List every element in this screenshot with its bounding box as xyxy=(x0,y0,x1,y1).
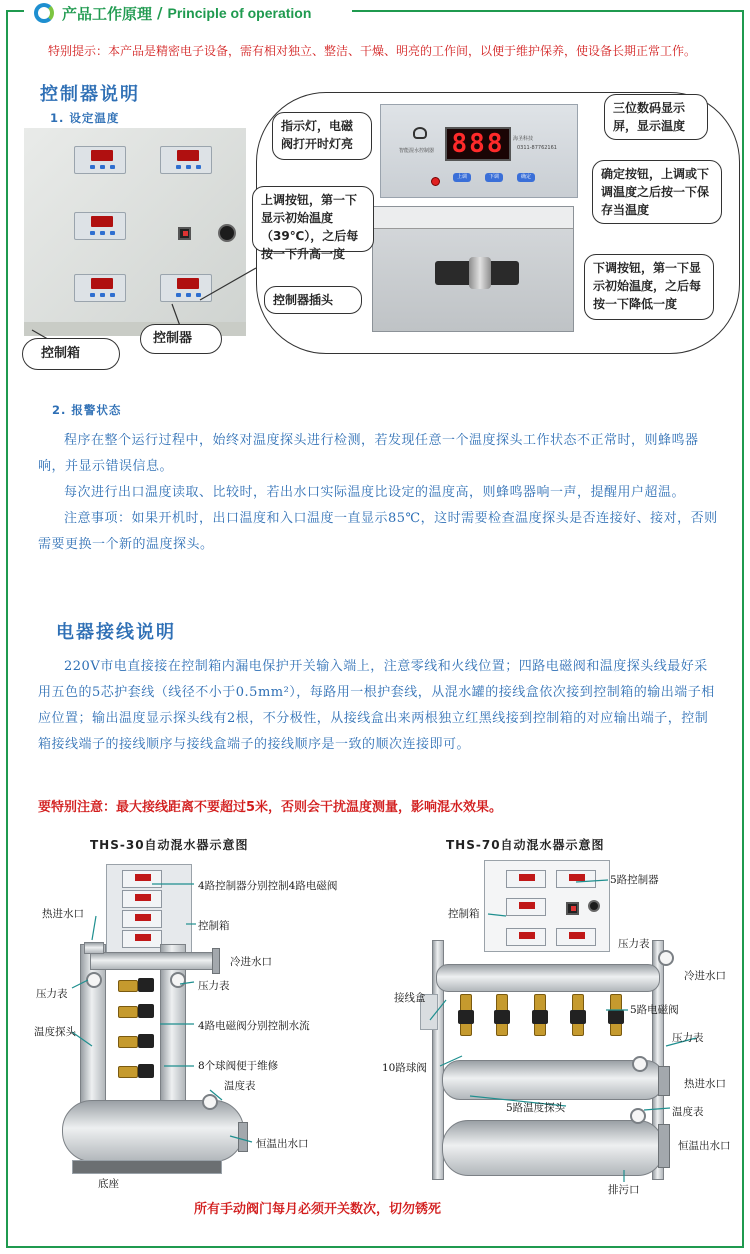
right-label-drain: 排污口 xyxy=(608,1184,640,1196)
left-label-solenoid: 4路电磁阀分别控制水流 xyxy=(198,1020,310,1032)
frame-top-left xyxy=(6,10,24,12)
pressure-gauge-icon xyxy=(658,950,674,966)
left-diagram-caption: THS-30自动混水器示意图 xyxy=(90,838,249,852)
knob-icon xyxy=(218,224,236,242)
right-label-pressure: 压力表 xyxy=(672,1032,704,1044)
device-phone: 0311-87762161 xyxy=(517,145,557,151)
down-button[interactable]: 下调 xyxy=(485,173,503,182)
callout-controller: 控制器 xyxy=(140,324,222,354)
controller-back-box xyxy=(372,206,574,332)
base-stand xyxy=(72,1160,222,1174)
section-header xyxy=(28,2,317,24)
alarm-para-2: 每次进行出口温度读取、比较时，若出水口实际温度比设定的温度高，则蜂鸣器响一声，提醒用户超温。 xyxy=(64,485,686,500)
setting-subtitle: 1. 设定温度 xyxy=(50,111,120,125)
pressure-gauge-icon xyxy=(632,1056,648,1072)
pressure-gauge-icon xyxy=(170,972,186,988)
header-title-en: Principle of operation xyxy=(167,5,312,21)
controller-unit xyxy=(160,146,212,174)
callout-plug: 控制器插头 xyxy=(264,286,362,314)
wiring-paragraph xyxy=(38,654,718,758)
callout-indicator: 指示灯，电磁阀打开时灯亮 xyxy=(272,112,372,160)
left-label-cold-in: 冷进水口 xyxy=(230,956,272,968)
controller-device xyxy=(380,104,578,198)
left-label-ball-valve: 8个球阀便于维修 xyxy=(198,1060,279,1072)
controller-unit xyxy=(160,274,212,302)
mix-tank-right xyxy=(442,1120,664,1176)
callout-display: 三位数码显示屏，显示温度 xyxy=(604,94,708,140)
alarm-para-3: 注意事项：如果开机时，出口温度和入口温度一直显示85℃，这时需要检查温度探头是否连接好、接对，否则需要更换一个新的温度探头。 xyxy=(38,511,718,552)
device-logo-icon xyxy=(413,127,427,139)
right-label-hot-in: 热进水口 xyxy=(684,1078,726,1090)
cold-header xyxy=(436,964,660,992)
right-label-outlet: 恒温出水口 xyxy=(678,1140,731,1152)
hot-header xyxy=(442,1060,664,1100)
wiring-warning: 要特别注意：最大接线距离不要超过5米，否则会干扰温度测量，影响混水效果。 xyxy=(38,800,503,815)
callout-confirm: 确定按钮，上调或下调温度之后按一下保存当温度 xyxy=(592,160,722,224)
left-label-probe: 温度探头 xyxy=(34,1026,76,1038)
thermometer-icon xyxy=(202,1094,218,1110)
right-label-ball-valve: 10路球阀 xyxy=(382,1062,427,1074)
controller-unit xyxy=(74,274,126,302)
controller-unit xyxy=(74,212,126,240)
indicator-lamp-icon xyxy=(431,177,440,186)
right-label-probe: 5路温度探头 xyxy=(506,1102,566,1114)
right-label-solenoid: 5路电磁阀 xyxy=(630,1004,679,1016)
notice-text: 特别提示：本产品是精密电子设备，需有相对独立、整洁、干燥、明亮的工作间，以便于维护保养，使设备长期正常工作。 xyxy=(48,44,697,58)
confirm-button[interactable]: 确定 xyxy=(517,173,535,182)
left-label-thermo: 温度表 xyxy=(224,1080,256,1092)
controller-title: 控制器说明 xyxy=(40,84,140,105)
up-button[interactable]: 上调 xyxy=(453,173,471,182)
pressure-gauge-icon xyxy=(86,972,102,988)
alarm-subtitle: 2. 报警状态 xyxy=(52,403,122,417)
mix-tank xyxy=(62,1100,244,1162)
callout-up: 上调按钮，第一下显示初始温度（39℃），之后每按一下升高一度 xyxy=(252,186,374,252)
frame-top-right xyxy=(352,10,744,12)
callout-down: 下调按钮，第一下显示初始温度，之后每按一下降低一度 xyxy=(584,254,714,320)
thermometer-icon xyxy=(630,1108,646,1124)
alarm-para-1: 程序在整个运行过程中，始终对温度探头进行检测，若发现任意一个温度探头工作状态不正常时，则蜂鸣器响，并显示错误信息。 xyxy=(38,433,699,474)
right-label-pressure-top: 压力表 xyxy=(618,938,650,950)
left-label-hot-in: 热进水口 xyxy=(42,908,84,920)
header-slash: / xyxy=(157,4,163,22)
right-label-junction: 接线盒 xyxy=(394,992,426,1004)
wiring-para-1: 220V市电直接接在控制箱内漏电保护开关输入端上，注意零线和火线位置；四路电磁阀和温度探头线最好采用五色的5芯护套线（线径不小于0.5mm²），每路用一根护套线，从混水罐的接线盒依次接到控制箱的输出端子相应位置；输出温度显示探头线有2根，不分极性，从接线盒出来两根独立红黑线接到控制箱的对应输出端子，控制箱接线端子的接线顺序与接线盒端子的接线顺序是一致的顺次连接即可。 xyxy=(38,659,715,752)
plug-icon xyxy=(469,257,491,289)
left-label-pressure-2: 压力表 xyxy=(198,980,230,992)
left-label-controllers: 4路控制器分别控制4路电磁阀 xyxy=(198,880,338,892)
wiring-title: 电器接线说明 xyxy=(56,622,176,643)
right-label-control-box: 控制箱 xyxy=(448,908,480,920)
brand-logo-icon xyxy=(34,3,54,23)
power-switch-icon xyxy=(178,227,191,240)
digit-display: 888 xyxy=(445,127,511,161)
right-label-thermo: 温度表 xyxy=(672,1106,704,1118)
device-brand: 海圣科技 xyxy=(513,136,534,142)
right-label-controllers: 5路控制器 xyxy=(610,874,659,886)
left-label-base: 底座 xyxy=(98,1178,119,1190)
header-title-cn: 产品工作原理 xyxy=(62,4,153,23)
alarm-paragraphs xyxy=(38,428,718,558)
right-diagram-caption: THS-70自动混水器示意图 xyxy=(446,838,605,852)
left-label-outlet: 恒温出水口 xyxy=(256,1138,309,1150)
control-box-photo xyxy=(24,128,246,336)
controller-unit xyxy=(74,146,126,174)
device-label: 智能混水控制器 xyxy=(399,148,435,154)
left-label-pressure: 压力表 xyxy=(36,988,68,1000)
callout-control-box: 控制箱 xyxy=(22,338,120,370)
bottom-maintenance-note: 所有手动阀门每月必须开关数次，切勿锈死 xyxy=(194,1202,442,1217)
right-label-cold-in: 冷进水口 xyxy=(684,970,726,982)
left-label-control-box: 控制箱 xyxy=(198,920,230,932)
